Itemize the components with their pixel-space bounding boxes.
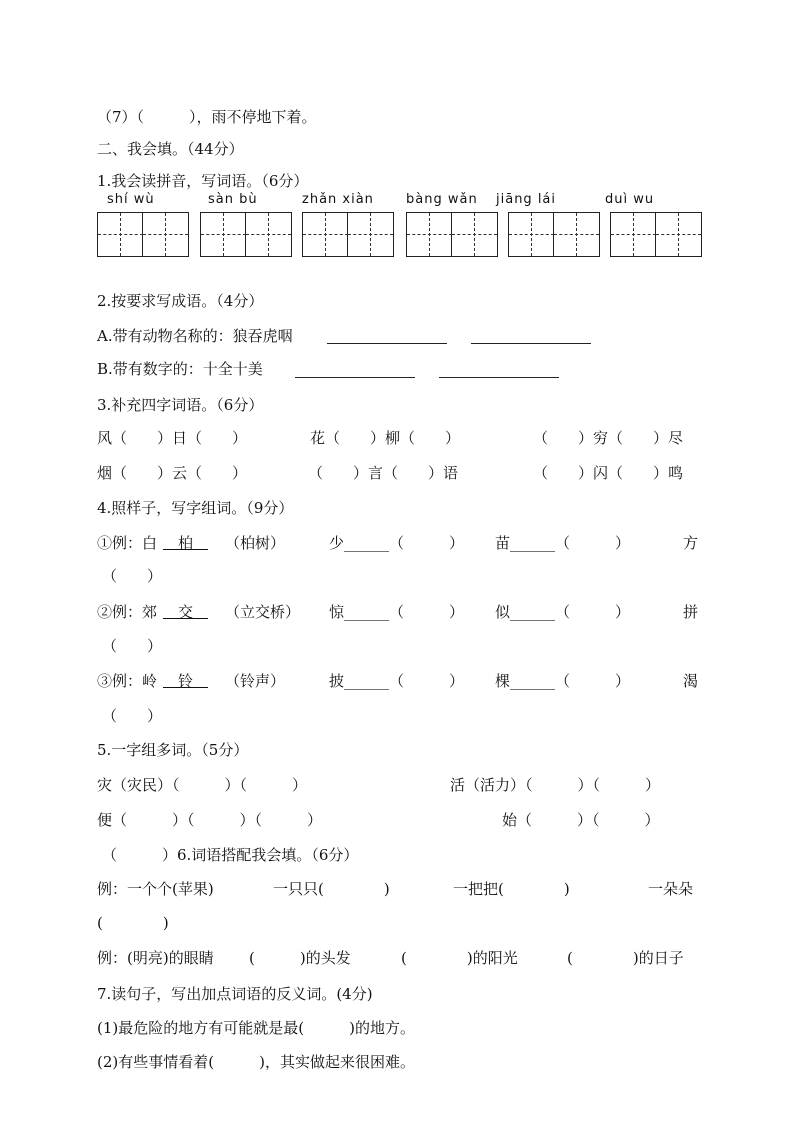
part-7-sentence-2: (2)有些事情看着( )，其实做起来很困难。 [97,1053,415,1071]
part-3-title: 3.补充四字词语。（6分） [97,396,264,414]
match-fill: 一朵朵 [648,880,694,898]
word-fill: 方 [683,534,699,552]
idiom-fill: 烟（ ）云（ ） [97,464,248,482]
match-fill: 例：一个个(苹果) [97,880,214,898]
part-1-title: 1.我会读拼音，写词语。（6分） [97,172,309,190]
idiom-fill: （ ）闪（ ）鸣 [533,464,684,482]
part-2-title: 2.按要求写成语。（4分） [97,292,264,310]
example-prefix: ②例：郊 [97,603,158,621]
example-suffix: （铃声） [225,672,286,690]
idiom-fill: （ ）言（ ）语 [308,464,459,482]
match-fill: ( )的头发 [249,949,351,967]
word-group: 灾（灾民）（ ）（ ） [97,776,308,794]
part-4-title: 4.照样子，写字组词。（9分） [97,499,294,517]
answer-blank[interactable] [439,376,559,378]
word-fill: 苗______（ ） [495,534,631,552]
q7-line: （7）（ ），雨不停地下着。 [97,108,317,126]
part-5-title: 5.一字组多词。（5分） [97,741,249,759]
paren-blank: （ ） [102,707,163,725]
pinyin-1: shí wù [107,192,155,207]
answer-blank[interactable] [471,342,591,344]
writing-grid[interactable] [508,212,600,257]
part-6-title: （ ）6.词语搭配我会填。（6分） [102,846,359,864]
example-suffix: （柏树） [225,534,286,552]
example-prefix: ①例：白 [97,534,158,552]
word-fill: 渴 [683,672,699,690]
match-fill: ( )的日子 [567,949,684,967]
writing-grid[interactable] [97,212,189,257]
part-2a: A.带有动物名称的：狼吞虎咽 [97,327,293,345]
example-word: 铃 [163,672,209,690]
section-2-title: 二、我会填。（44分） [97,140,244,158]
word-fill: 拼 [683,603,699,621]
answer-blank[interactable] [327,342,447,344]
word-fill: 少______（ ） [329,534,465,552]
writing-grid[interactable] [610,212,702,257]
match-fill: 一只只( ) [273,880,390,898]
part-7-title: 7.读句子，写出加点词语的反义词。(4分) [97,985,373,1003]
example-suffix: （立交桥） [225,603,301,621]
example-word: 柏 [163,534,209,552]
part-7-sentence-1: (1)最危险的地方有可能就是最( )的地方。 [97,1019,415,1037]
paren-blank: （ ） [102,637,163,655]
word-fill: 棵______（ ） [495,672,631,690]
word-fill: 似______（ ） [495,603,631,621]
pinyin-3: zhǎn xiàn [302,192,374,207]
example-prefix: ③例：岭 [97,672,158,690]
word-fill: 披______（ ） [329,672,465,690]
match-fill: 例：(明亮)的眼睛 [97,949,214,967]
part-2b: B.带有数字的：十全十美 [97,360,263,378]
word-group: 便（ ）（ ）（ ） [97,811,323,829]
paren-blank: ( ) [97,914,169,932]
word-group: 活（活力）（ ）（ ） [450,776,661,794]
pinyin-5: jiāng lái [496,192,557,207]
writing-grid[interactable] [406,212,498,257]
answer-blank[interactable] [295,376,415,378]
match-fill: 一把把( ) [453,880,570,898]
match-fill: ( )的阳光 [401,949,518,967]
idiom-fill: （ ）穷（ ）尽 [533,429,684,447]
writing-grid[interactable] [200,212,292,257]
example-word: 交 [163,603,209,621]
idiom-fill: 风（ ）日（ ） [97,429,248,447]
writing-grid[interactable] [302,212,394,257]
word-fill: 惊______（ ） [329,603,465,621]
paren-blank: （ ） [102,567,163,585]
pinyin-2: sàn bù [208,192,258,207]
pinyin-4: bàng wǎn [406,192,478,207]
word-group: 始（ ）（ ） [502,811,660,829]
idiom-fill: 花（ ）柳（ ） [310,429,461,447]
pinyin-6: duì wu [605,192,655,207]
